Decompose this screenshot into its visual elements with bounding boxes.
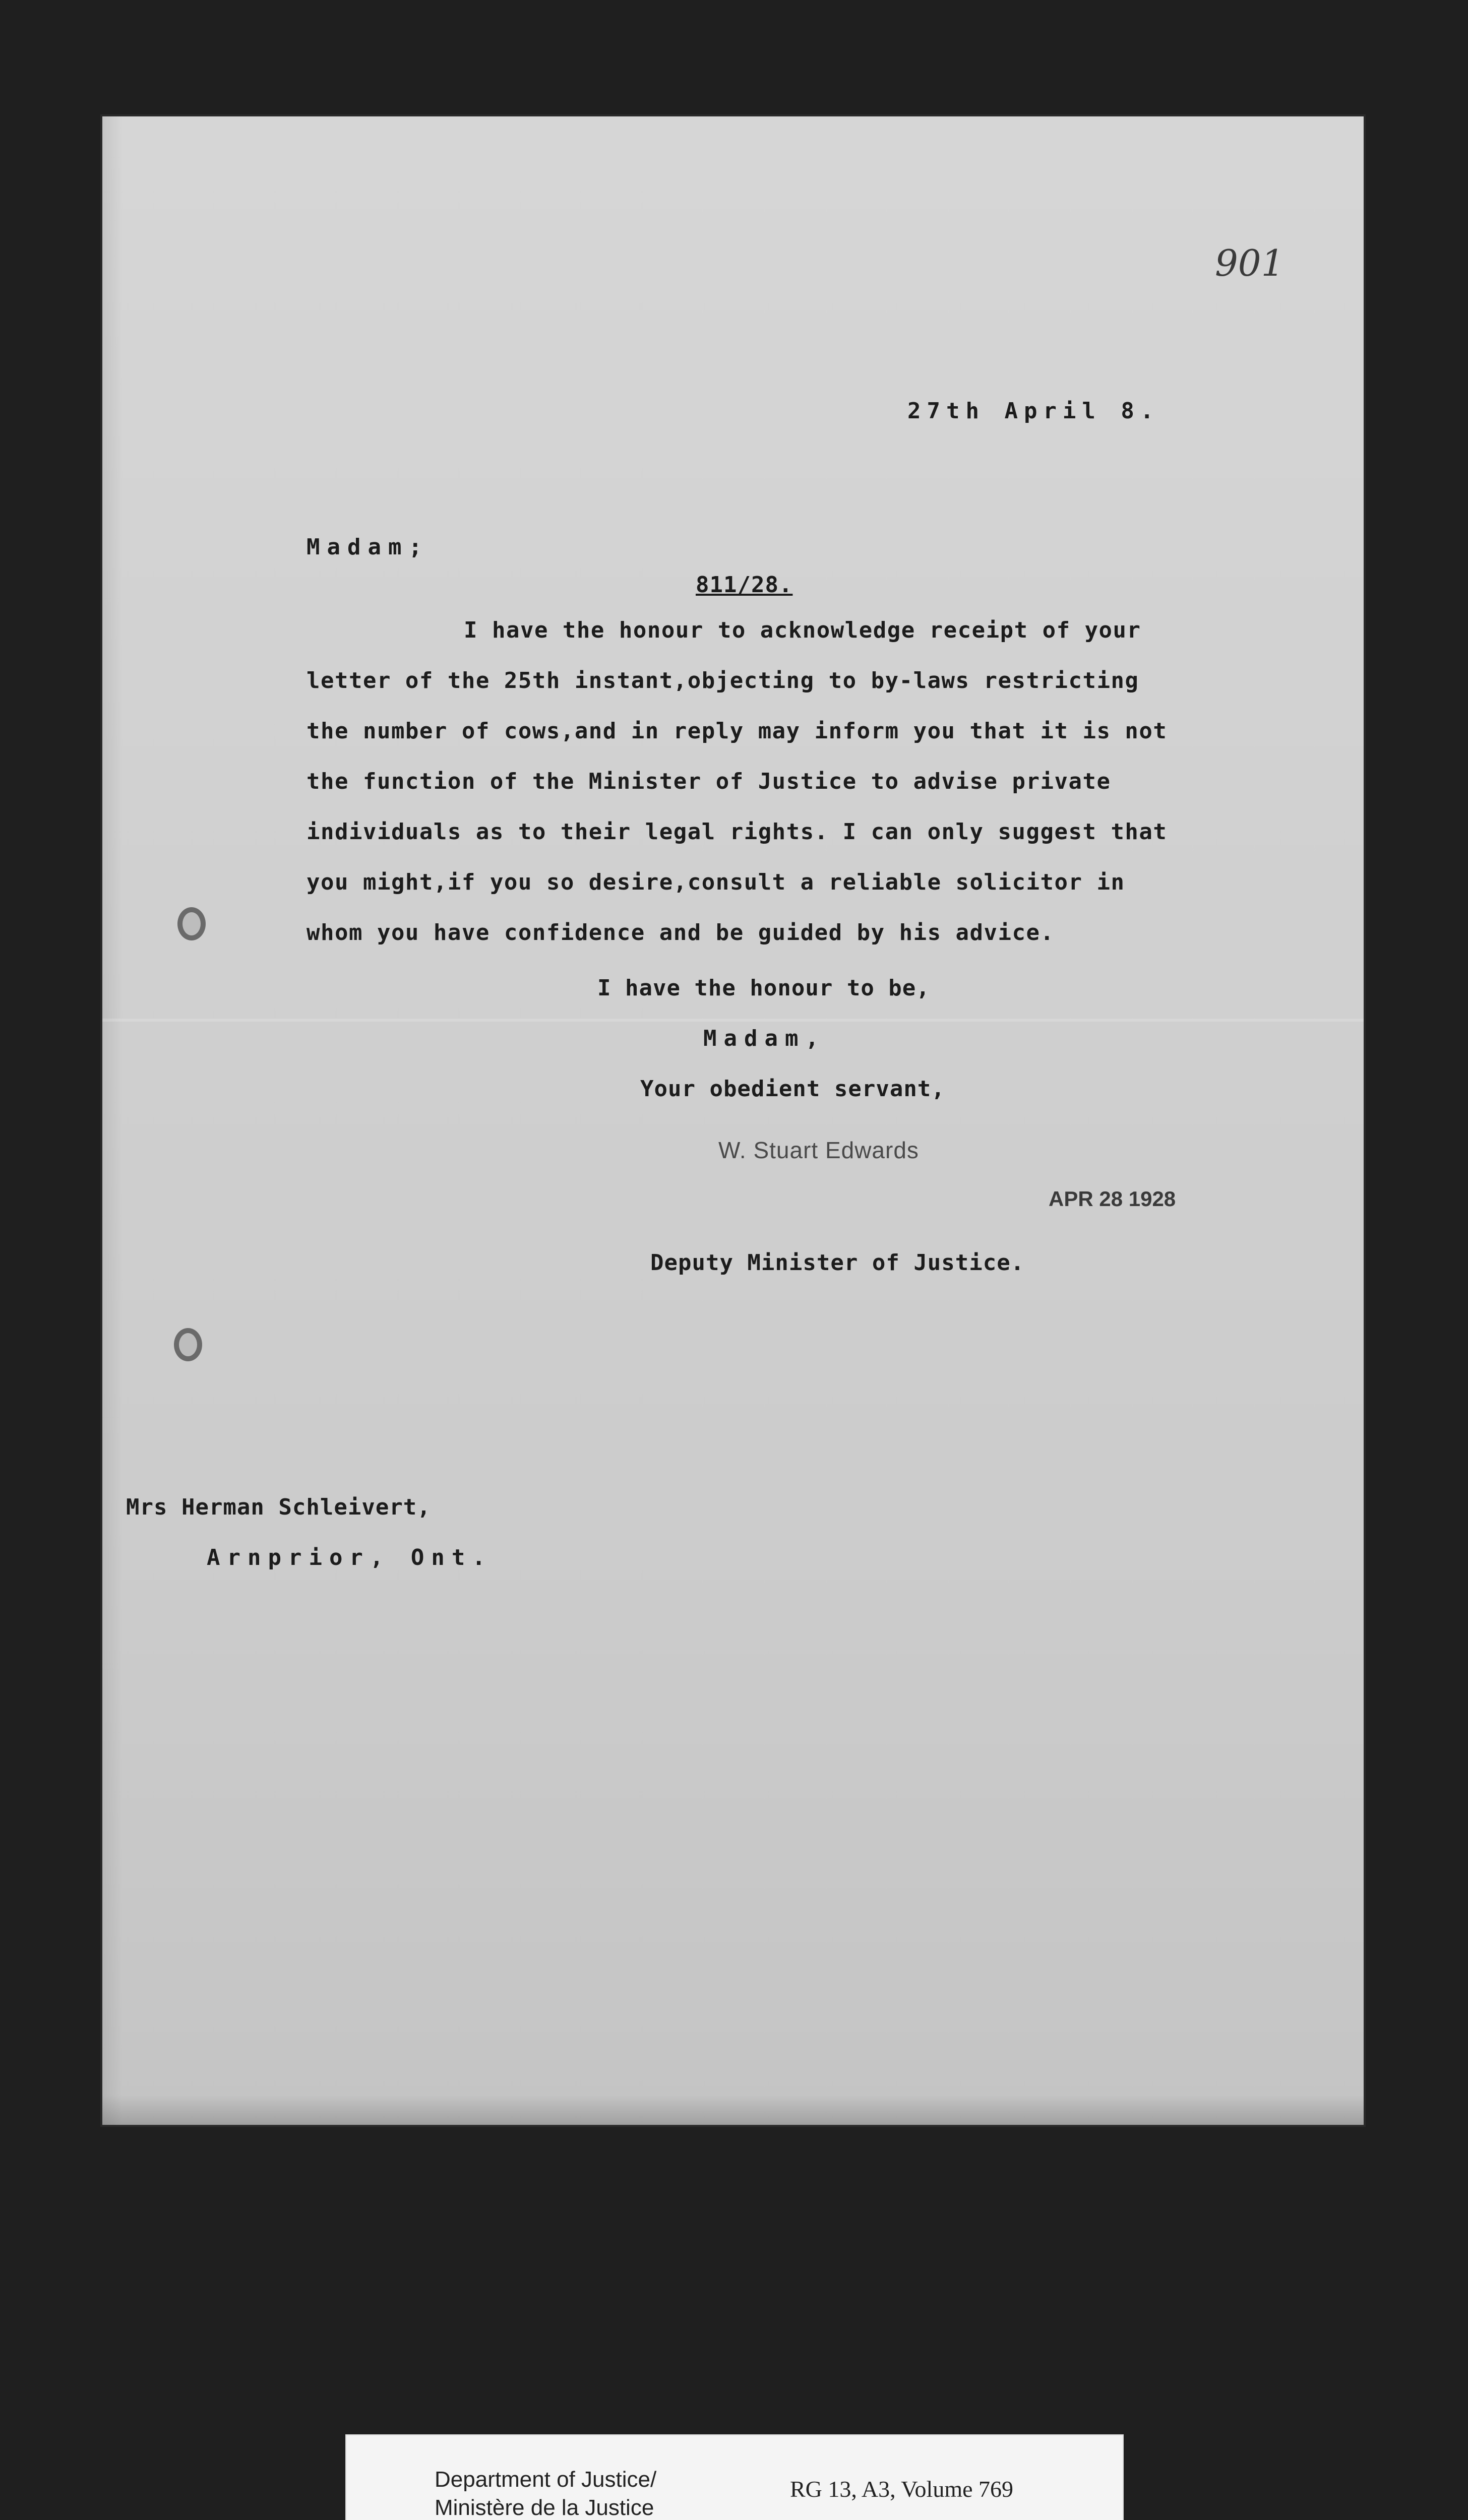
signature: W. Stuart Edwards	[718, 1137, 919, 1163]
sheet-bottom-edge	[102, 2095, 1364, 2125]
body-line: the number of cows,and in reply may inform you that it is not	[307, 718, 1168, 744]
letter-sheet	[102, 116, 1364, 2125]
department-en: Department of Justice/	[435, 2467, 657, 2492]
body-line: I have the honour to acknowledge receipt of your	[464, 617, 1141, 643]
folio-number: 901	[1215, 242, 1284, 284]
closing-line: Madam,	[703, 1026, 826, 1051]
file-reference: 811/28.	[696, 572, 793, 598]
body-line: the function of the Minister of Justice to advise private	[307, 769, 1111, 794]
archive-reference-label	[345, 2434, 1124, 2520]
punch-hole	[177, 907, 206, 940]
body-line: letter of the 25th instant,objecting to by-laws restricting	[307, 668, 1139, 694]
body-line: individuals as to their legal rights. I can only suggest that	[307, 819, 1168, 845]
sheet-fold-line	[102, 1019, 1364, 1022]
closing-line: Your obedient servant,	[640, 1076, 945, 1102]
record-group-reference: RG 13, A3, Volume 769	[790, 2476, 1014, 2502]
letter-date: 27th April 8.	[907, 398, 1160, 424]
department-fr: Ministère de la Justice	[435, 2495, 654, 2520]
received-stamp: APR 28 1928	[1049, 1187, 1176, 1211]
addressee-name: Mrs Herman Schleivert,	[126, 1494, 431, 1520]
closing-line: I have the honour to be,	[597, 975, 930, 1001]
punch-hole	[174, 1328, 202, 1361]
body-line: whom you have confidence and be guided by his advice.	[307, 920, 1055, 946]
department-name	[435, 2466, 656, 2520]
body-line: you might,if you so desire,consult a reliable solicitor in	[307, 869, 1125, 895]
salutation: Madam;	[307, 534, 429, 560]
signatory-title: Deputy Minister of Justice.	[650, 1250, 1025, 1276]
addressee-place: Arnprior, Ont.	[207, 1545, 493, 1570]
sheet-shadow	[102, 116, 123, 2125]
